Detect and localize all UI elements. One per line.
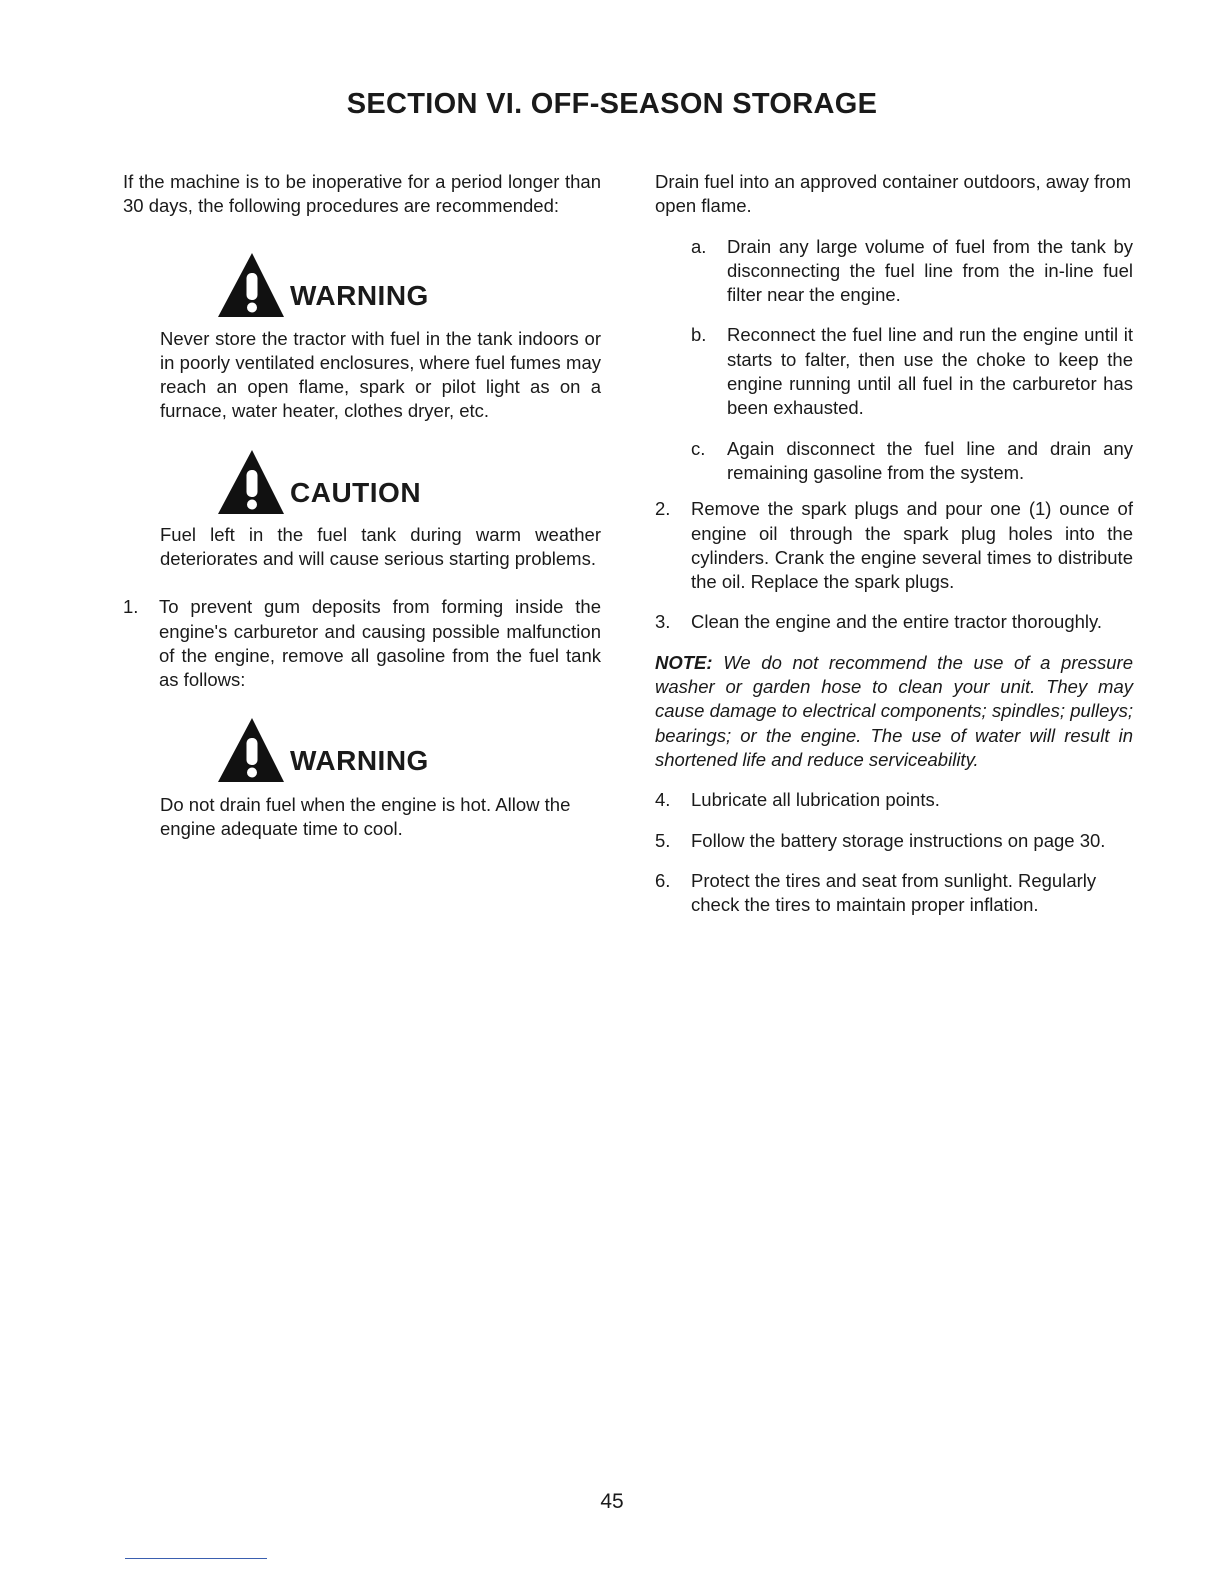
step-text: Remove the spark plugs and pour one (1) ounce of engine oil through the spark plug holes into the cylinders. Crank the engine several times to distribute the oil. Replace the spark plugs.: [691, 498, 1133, 593]
step-4: [655, 788, 1133, 812]
substep-text: Again disconnect the fuel line and drain any remaining gasoline from the system.: [727, 437, 1133, 483]
step-number: 5.: [655, 829, 671, 851]
substep-letter: c.: [691, 437, 706, 459]
warning-header-1: [208, 251, 601, 319]
left-column: [123, 170, 601, 841]
step-text: Clean the engine and the entire tractor thoroughly.: [691, 611, 1103, 633]
step-number: 4.: [655, 789, 671, 811]
right-column: [655, 170, 1133, 917]
step-5: [655, 829, 1133, 853]
substep-a: [691, 235, 1133, 308]
step-number: 3.: [655, 611, 671, 633]
note-paragraph: [655, 651, 1133, 772]
step-number: 2.: [655, 498, 671, 520]
substep-letter: a.: [691, 235, 707, 257]
substep-b: [691, 323, 1133, 420]
note-text: We do not recommend the use of a pressure washer or garden hose to clean your unit. They may cause damage to electrical components; spindles; pulleys; bearings; or the engine. The use of water will result in shortened life and reduce serviceability.: [655, 651, 1134, 770]
step-number: 1.: [123, 596, 139, 618]
step-1: [123, 595, 601, 692]
warning-header-2: [208, 716, 601, 784]
step-number: 6.: [655, 869, 671, 891]
warning-triangle-icon: [208, 716, 286, 784]
step-3: [655, 610, 1133, 634]
drain-intro: Drain fuel into an approved container outdoors, away from open flame.: [655, 171, 1132, 217]
substep-letter: b.: [691, 324, 707, 346]
caution-label: CAUTION: [290, 477, 422, 509]
warning-triangle-icon: [208, 448, 286, 516]
warning-text-2: Do not drain fuel when the engine is hot. Allow the engine adequate time to cool.: [160, 793, 571, 839]
step-text: Protect the tires and seat from sunlight. Regularly check the tires to maintain proper inflation.: [691, 869, 1097, 916]
step-text: Lubricate all lubrication points.: [691, 789, 940, 811]
step-2: [655, 497, 1133, 594]
caution-header: [208, 448, 601, 516]
section-title: SECTION VI. OFF-SEASON STORAGE: [346, 88, 878, 120]
step-text: Follow the battery storage instructions on page 30.: [691, 829, 1106, 851]
caution-text: Fuel left in the fuel tank during warm weather deteriorates and will cause serious starting problems.: [160, 523, 601, 570]
substep-text: Drain any large volume of fuel from the tank by disconnecting the fuel line from the in-line fuel filter near the engine.: [727, 235, 1133, 306]
step-text: To prevent gum deposits from forming inside the engine's carburetor and causing possible malfunction of the engine, remove all gasoline from the fuel tank as follows:: [159, 596, 601, 691]
warning-label: WARNING: [290, 280, 429, 312]
note-label: NOTE:: [655, 651, 713, 673]
footer-rule: [125, 1558, 267, 1559]
warning-label: WARNING: [290, 745, 429, 777]
warning-triangle-icon: [208, 251, 286, 319]
intro-paragraph: If the machine is to be inoperative for a period longer than 30 days, the following procedures are recommended:: [123, 171, 601, 217]
substep-text: Reconnect the fuel line and run the engine until it starts to falter, then use the choke to keep the engine running until all fuel in the carburetor has been exhausted.: [727, 324, 1133, 419]
substep-c: [691, 437, 1133, 486]
warning-text-1: Never store the tractor with fuel in the tank indoors or in poorly ventilated enclosures, where fuel fumes may reach an open flame, spark or pilot light as on a furnace, water heater, clothes dryer, etc.: [160, 327, 601, 422]
step-6: [655, 869, 1133, 918]
page-number: 45: [600, 1490, 624, 1513]
